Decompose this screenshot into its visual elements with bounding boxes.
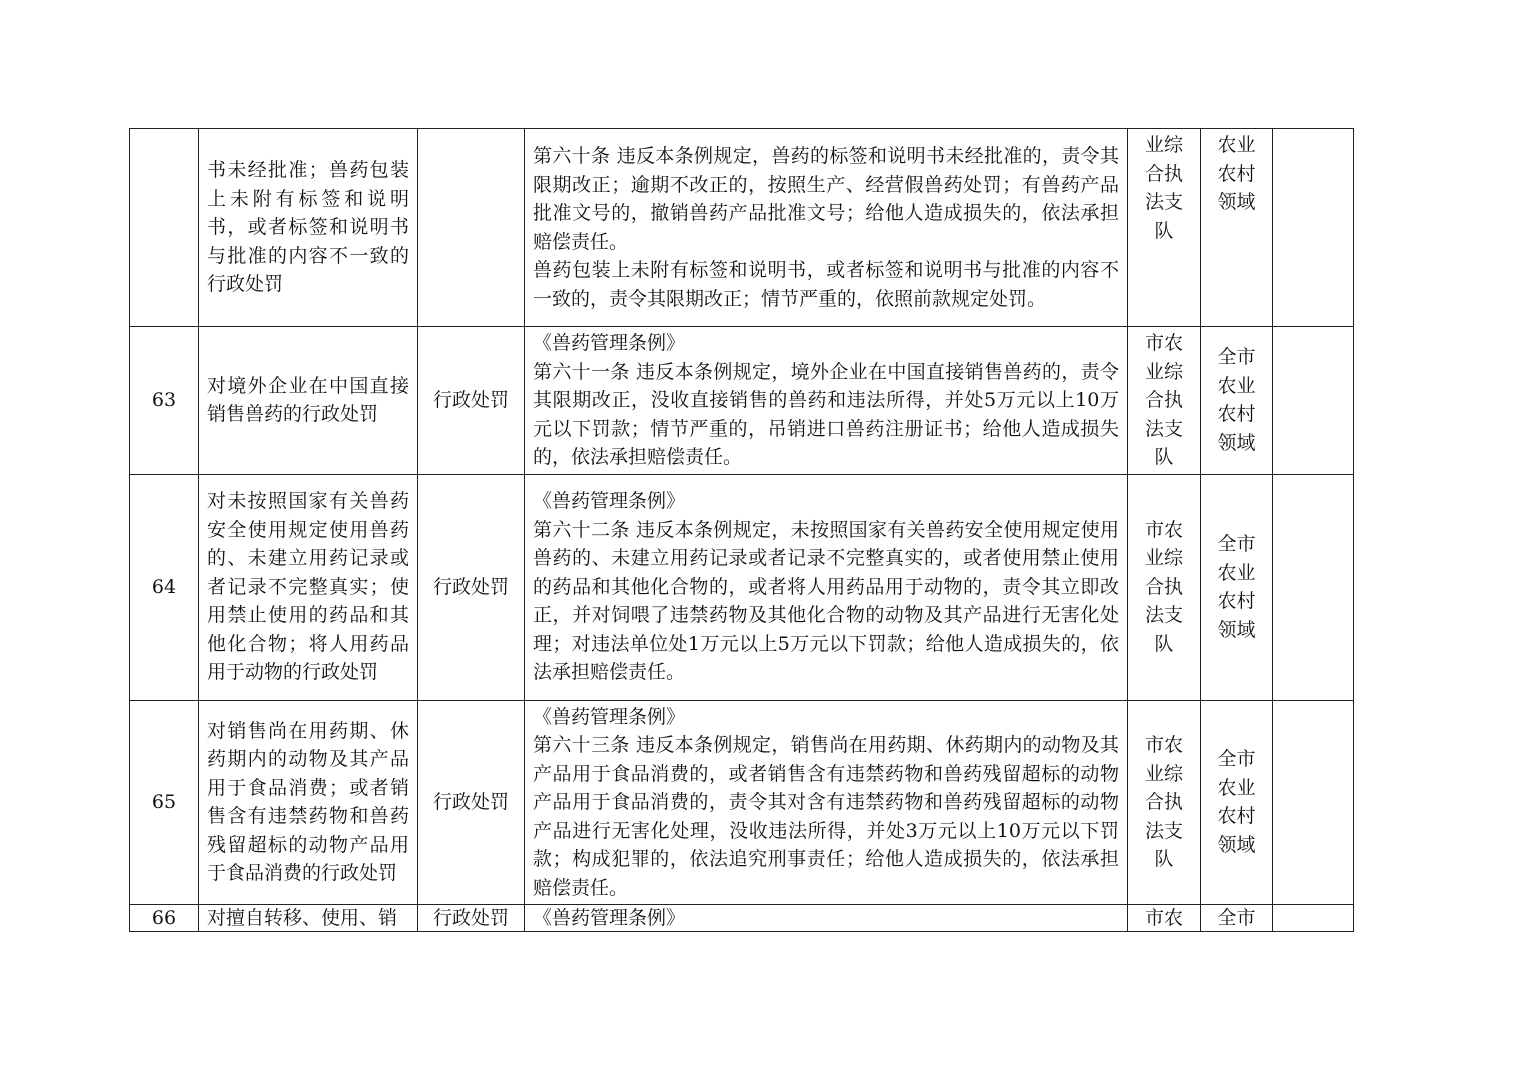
department-line: 市农 (1144, 907, 1183, 929)
scope-line: 农业 (1217, 561, 1256, 584)
scope-line: 全市 (1217, 346, 1256, 369)
table-row (130, 905, 1354, 932)
department-line: 队 (1154, 446, 1174, 468)
scope (1201, 700, 1273, 905)
item-type: 行政处罚 (418, 474, 525, 700)
legal-basis (525, 327, 1128, 475)
scope-line: 领域 (1217, 833, 1256, 856)
scope (1201, 905, 1273, 932)
legal-basis (525, 474, 1128, 700)
legal-basis-paragraph: 《兽药管理条例》 (533, 490, 686, 513)
legal-basis-paragraph: 《兽药管理条例》 (533, 705, 686, 728)
table-row (130, 474, 1354, 700)
note (1273, 129, 1354, 327)
item-name: 书未经批准；兽药包装上未附有标签和说明书，或者标签和说明书与批准的内容不一致的行政处罚 (199, 129, 418, 327)
department-line: 业综 (1144, 547, 1183, 570)
department-line: 队 (1154, 219, 1174, 242)
scope-line: 领域 (1217, 431, 1256, 454)
scope-line: 全市 (1217, 748, 1256, 771)
row-number: 64 (130, 474, 199, 700)
department-line: 队 (1154, 848, 1174, 870)
department-line: 合执 (1144, 162, 1183, 185)
table-body (130, 129, 1354, 932)
department-line: 业综 (1144, 360, 1183, 383)
legal-basis-paragraph: 第六十三条 违反本条例规定，销售尚在用药期、休药期内的动物及其产品用于食品消费的，或者销售含有违禁药物和兽药残留超标的动物产品用于食品消费的，责令其对含有违禁药物和兽药残留超标的动物产品进行无害化处理，没收违法所得，并处3万元以上10万元以下罚款；构成犯罪的，依法追究刑事责任；给他人造成损失的，依法承担赔偿责任。 (533, 734, 1119, 899)
scope-line: 农村 (1217, 403, 1256, 426)
scope-line: 农业 (1217, 134, 1256, 156)
legal-basis-paragraph: 《兽药管理条例》 (533, 907, 686, 929)
department-line: 市农 (1144, 518, 1183, 541)
department-line: 市农 (1144, 332, 1183, 354)
scope-line: 领域 (1217, 191, 1256, 213)
legal-basis-paragraph: 《兽药管理条例》 (533, 332, 686, 354)
item-type: 行政处罚 (418, 327, 525, 475)
note (1273, 700, 1354, 905)
department-line: 业综 (1144, 134, 1183, 156)
legal-basis-paragraph: 第六十一条 违反本条例规定，境外企业在中国直接销售兽药的，责令其限期改正，没收直接销售的兽药和违法所得，并处5万元以上10万元以下罚款；情节严重的，吊销进口兽药注册证书；给他人造成损失的，依法承担赔偿责任。 (533, 360, 1119, 468)
enforcement-department (1128, 700, 1201, 905)
scope-line: 农村 (1217, 162, 1256, 185)
department-line: 业综 (1144, 762, 1183, 785)
department-line: 合执 (1144, 791, 1183, 813)
scope-line: 农村 (1217, 590, 1256, 612)
department-line: 合执 (1144, 575, 1183, 598)
scope-line: 领域 (1217, 618, 1256, 641)
scope (1201, 129, 1273, 327)
item-name: 对擅自转移、使用、销 (199, 905, 418, 932)
department-line: 法支 (1144, 819, 1183, 842)
legal-basis (525, 700, 1128, 905)
department-line: 市农 (1144, 734, 1183, 756)
scope-line: 农业 (1217, 374, 1256, 397)
legal-basis-paragraph: 第六十条 违反本条例规定，兽药的标签和说明书未经批准的，责令其限期改正；逾期不改正的，按照生产、经营假兽药处罚；有兽药产品批准文号的，撤销兽药产品批准文号；给他人造成损失的，依法承担赔偿责任。 (533, 145, 1119, 253)
item-name: 对未按照国家有关兽药安全使用规定使用兽药的、未建立用药记录或者记录不完整真实；使用禁止使用的药品和其他化合物；将人用药品用于动物的行政处罚 (199, 474, 418, 700)
department-line: 法支 (1144, 604, 1183, 627)
table-row (130, 327, 1354, 475)
row-number (130, 129, 199, 327)
scope-line: 农业 (1217, 776, 1256, 799)
enforcement-department (1128, 905, 1201, 932)
scope-line: 农村 (1217, 805, 1256, 828)
enforcement-department (1128, 129, 1201, 327)
legal-basis-paragraph: 兽药包装上未附有标签和说明书，或者标签和说明书与批准的内容不一致的，责令其限期改正；情节严重的，依照前款规定处罚。 (533, 259, 1119, 310)
table-row (130, 700, 1354, 905)
scope-line: 全市 (1217, 907, 1256, 929)
row-number: 65 (130, 700, 199, 905)
item-type: 行政处罚 (418, 905, 525, 932)
enforcement-department (1128, 474, 1201, 700)
row-number: 66 (130, 905, 199, 932)
item-name: 对销售尚在用药期、休药期内的动物及其产品用于食品消费；或者销售含有违禁药物和兽药残留超标的动物产品用于食品消费的行政处罚 (199, 700, 418, 905)
department-line: 队 (1154, 632, 1174, 655)
scope (1201, 474, 1273, 700)
note (1273, 474, 1354, 700)
department-line: 合执 (1144, 389, 1183, 411)
row-number: 63 (130, 327, 199, 475)
legal-basis (525, 129, 1128, 327)
note (1273, 327, 1354, 475)
item-type (418, 129, 525, 327)
enforcement-department (1128, 327, 1201, 475)
department-line: 法支 (1144, 191, 1183, 213)
scope-line: 全市 (1217, 533, 1256, 555)
scope (1201, 327, 1273, 475)
note (1273, 905, 1354, 932)
legal-basis (525, 905, 1128, 932)
item-type: 行政处罚 (418, 700, 525, 905)
item-name: 对境外企业在中国直接销售兽药的行政处罚 (199, 327, 418, 475)
penalty-table (129, 128, 1354, 932)
legal-basis-paragraph: 第六十二条 违反本条例规定，未按照国家有关兽药安全使用规定使用兽药的、未建立用药记录或者记录不完整真实的，或者使用禁止使用的药品和其他化合物的，或者将人用药品用于动物的，责令其立即改正，并对饲喂了违禁药物及其他化合物的动物及其产品进行无害化处理；对违法单位处1万元以上5万元以下罚款；给他人造成损失的，依法承担赔偿责任。 (533, 518, 1119, 684)
table-row (130, 129, 1354, 327)
department-line: 法支 (1144, 417, 1183, 440)
